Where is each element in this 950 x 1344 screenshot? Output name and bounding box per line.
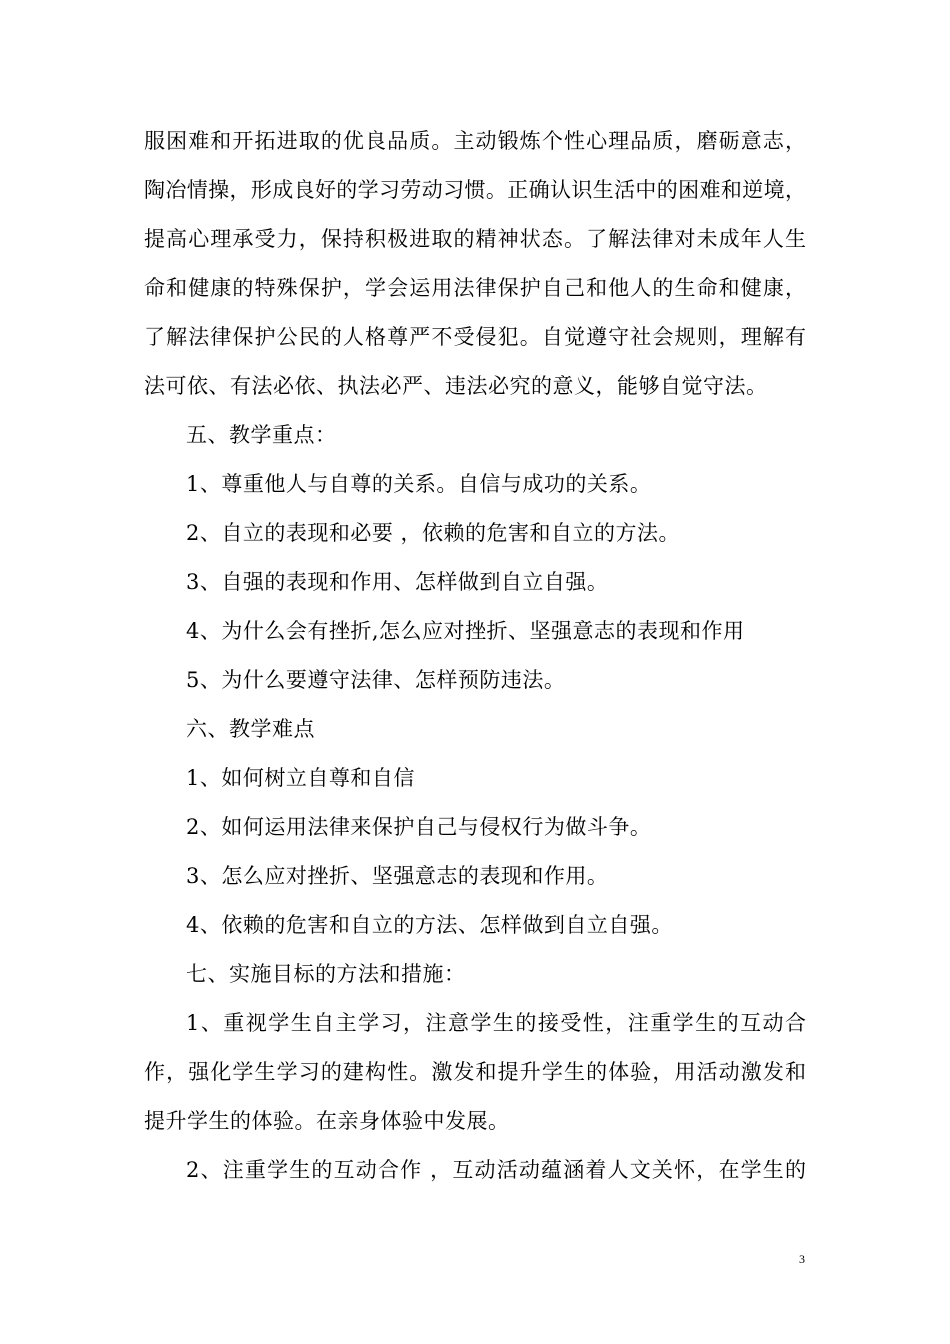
paragraph-line: 陶冶情操，形成良好的学习劳动习惯。正确认识生活中的困难和逆境，	[144, 178, 806, 202]
list-item: 1、尊重他人与自尊的关系。自信与成功的关系。	[186, 472, 652, 496]
paragraph-line: 服困难和开拓进取的优良品质。主动锻炼个性心理品质，磨砺意志，	[144, 129, 806, 153]
paragraph-line: 提高心理承受力，保持积极进取的精神状态。了解法律对未成年人生	[144, 227, 806, 251]
paragraph-line: 提升学生的体验。在亲身体验中发展。	[144, 1109, 510, 1133]
section-heading-teaching-difficulties: 六、教学难点	[186, 717, 315, 741]
paragraph-line: 命和健康的特殊保护，学会运用法律保护自己和他人的生命和健康，	[144, 276, 806, 300]
page-number: 3	[799, 1252, 805, 1266]
paragraph-line: 2、注重学生的互动合作 ，互动活动蕴涵着人文关怀，在学生的	[186, 1158, 806, 1182]
paragraph-line: 1、重视学生自主学习，注意学生的接受性，注重学生的互动合	[186, 1011, 806, 1035]
section-heading-methods: 七、实施目标的方法和措施：	[186, 962, 466, 986]
list-item: 3、自强的表现和作用、怎样做到自立自强。	[186, 570, 609, 594]
list-item: 2、自立的表现和必要 ，依赖的危害和自立的方法。	[186, 521, 681, 545]
paragraph-line: 了解法律保护公民的人格尊严不受侵犯。自觉遵守社会规则，理解有	[144, 325, 806, 349]
paragraph-line: 作，强化学生学习的建构性。激发和提升学生的体验，用活动激发和	[144, 1060, 806, 1084]
list-item: 3、怎么应对挫折、坚强意志的表现和作用。	[186, 864, 609, 888]
section-heading-teaching-focus: 五、教学重点：	[186, 423, 337, 447]
list-item: 1、如何树立自尊和自信	[186, 766, 415, 790]
list-item: 4、为什么会有挫折,怎么应对挫折、坚强意志的表现和作用	[186, 619, 745, 643]
list-item: 2、如何运用法律来保护自己与侵权行为做斗争。	[186, 815, 652, 839]
list-item: 5、为什么要遵守法律、怎样预防违法。	[186, 668, 566, 692]
list-item: 4、依赖的危害和自立的方法、怎样做到自立自强。	[186, 913, 673, 937]
paragraph-line: 法可依、有法必依、执法必严、违法必究的意义，能够自觉守法。	[144, 374, 768, 398]
